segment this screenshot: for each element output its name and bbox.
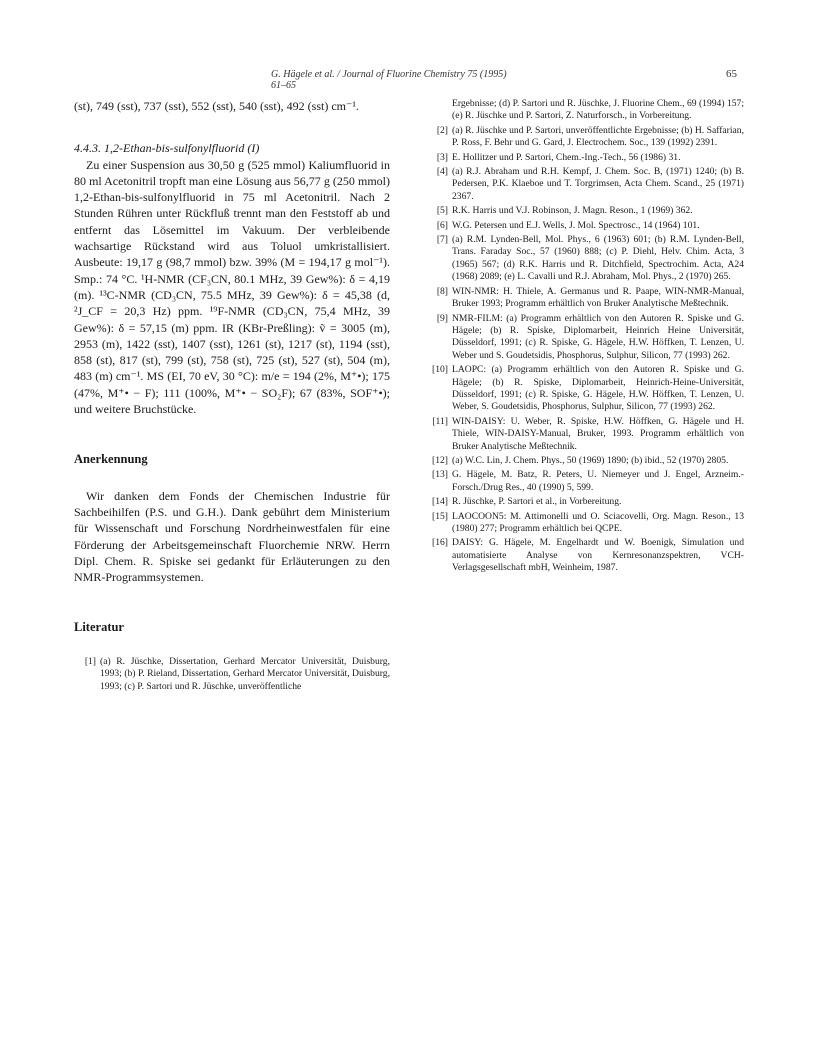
reference-item [74,656,390,693]
reference-item [426,496,744,508]
reference-text: W.G. Petersen und E.J. Wells, J. Mol. Spectrosc., 14 (1964) 101. [452,219,700,231]
reference-text: LAOCOON5: M. Attimonelli und O. Sciacovelli, Org. Magn. Reson., 13 (1980) 277; Programm erhältlich bei QCPE. [452,510,744,534]
synthesis-paragraph: Zu einer Suspension aus 30,50 g (525 mmol) Kaliumfluorid in 80 ml Acetonitril tropft man eine Lösung aus 56,77 g (250 mmol) 1,2-Ethan-bis-sulfonylfluorid in 75 ml Acetonitril. Nach 2 Stunden Rühren unter Rückfluß trennt man den Feststoff ab und entfernt das Lösemittel im Vakuum. Der verbleibende wachsartige Rückstand wird aus Toluol umkristallisiert. Ausbeute: 19,17 g (98,7 mmol) bzw. 39% (M = 194,17 g mol⁻¹). Smp.: 74 °C. ¹H-NMR (CF₃CN, 80.1 MHz, 39 Gew%): δ = 4,19 (m). ¹³C-NMR (CD₃CN, 75.5 MHz, 39 Gew%): δ = 45,38 (d, ²J_CF = 20,3 Hz) ppm. ¹⁹F-NMR (CD₃CN, 75,4 MHz, 39 Gew%): δ = 57,15 (m) ppm. IR (KBr-Preßling): ṽ = 3005 (m), 2953 (m), 1422 (sst), 1407 (sst), 1261 (st), 1217 (st), 1194 (sst), 858 (st), 817 (st), 799 (st), 758 (st), 725 (st), 527 (st), 504 (m), 483 (m) cm⁻¹. MS (EI, 70 eV, 30 °C): m/e = 194 (2%, M⁺•); 175 (47%, M⁺• − F); 111 (100%, M⁺• − SO₂F); 67 (83%, SOF⁺•); und weitere Bruchstücke. [74,157,390,417]
reference-number: [7] [436,234,448,246]
reference-number: [4] [436,166,448,178]
reference-text: G. Hägele, M. Batz, R. Peters, U. Niemeyer und J. Engel, Arzneim.-Forsch./Drug Res., 40 (1990) 5, 599. [452,469,744,493]
reference-text: WIN-DAISY: U. Weber, R. Spiske, H.W. Höffken, G. Hägele und H. Thiele, WIN-DAISY-Manual, Bruker, 1993. Programm erhältlich von Bruker Analytische Meßtechnik. [452,415,744,452]
reference-item [426,220,744,232]
reference-text: R.K. Harris und V.J. Robinson, J. Magn. Reson., 1 (1969) 362. [452,205,693,217]
right-column-reference-list [426,98,744,577]
reference-item [426,537,744,574]
reference-item [426,313,744,363]
subsection-title: 4.4.3. 1,2-Ethan-bis-sulfonylfluorid (I) [74,141,260,156]
left-column [74,98,390,693]
reference-text: LAOPC: (a) Programm erhältlich von den Autoren R. Spiske und G. Hägele; (b) R. Spiske, Diplomarbeit, Heinrich-Heine-Universität, Düsseldorf, 1991; (c) R. Spiske, G. Hägele, H.W. Höffken, T. Lenzen, U. Weber, S. Goudetsidis, Phosphorus, Sulphur, Silicon, 77 (1993) 262. [452,364,744,413]
reference-text: E. Hollitzer und P. Sartori, Chem.-Ing.-Tech., 56 (1986) 31. [452,151,681,163]
reference-number: [8] [436,285,448,297]
reference-text: NMR-FILM: (a) Programm erhältlich von den Autoren R. Spiske und G. Hägele; (b) R. Spiske, Diplomarbeit, Heinrich Heine Universität, Düsseldorf, 1991; (c) R. Spiske, G. Hägele, H.W. Höffken, T. Lenzen, U. Weber und S. Goudetsidis, Phosphorus, Sulphur, Silicon, 77 (1993) 262. [452,312,744,361]
reference-number: [6] [436,219,448,231]
acknowledgement-heading: Anerkennung [74,452,148,467]
reference-number: [14] [432,496,448,508]
reference-text: (a) R.J. Abraham und R.H. Kempf, J. Chem. Soc. B, (1971) 1240; (b) B. Pedersen, P.K. Klaeboe und T. Torgrimsen, Acta Chem. Scand., 25 (1971) 2367. [452,166,744,202]
ir-data-tail: (st), 749 (sst), 737 (sst), 552 (sst), 540 (sst), 492 (sst) cm⁻¹. [74,99,359,113]
reference-number: [2] [436,124,448,136]
reference-item [426,125,744,150]
running-title: G. Hägele et al. / Journal of Fluorine Chemistry 75 (1995) 61–65 [271,69,507,91]
reference-text: (a) R. Jüschke, Dissertation, Gerhard Mercator Universität, Duisburg, 1993; (b) P. Rieland, Dissertation, Gerhard Mercator Universität, Duisburg, 1993; (c) P. Sartori und R. Jüschke, unveröffentliche [100,655,390,692]
reference-number: [1] [84,655,96,667]
reference-item [426,152,744,164]
reference-text: WIN-NMR: H. Thiele, A. Germanus und R. Paape, WIN-NMR-Manual, Bruker 1993; Programm erhältlich von Bruker Analytische Meßtechnik. [452,285,744,310]
reference-text: (a) R. Jüschke und P. Sartori, unveröffentlichte Ergebnisse; (b) H. Saffarian, P. Ross, F. Behr und G. Gard, J. Electrochem. Soc., 139 (1992) 2391. [452,124,744,149]
acknowledgement-text: Wir danken dem Fonds der Chemischen Industrie für Sachbeihilfen (P.S. und G.H.). Dank gebührt dem Ministerium für Wissenschaft und Forschung Nordrheinwestfalen für eine Förderung der Arbeitsgemeinschaft Fluorchemie NRW. Herrn Dipl. Chem. R. Spiske sei gedankt für Erläuterungen zu den NMR-Programmsystemen. [74,488,390,585]
reference-number: [3] [436,151,448,163]
reference-item [426,205,744,217]
literature-heading: Literatur [74,620,124,635]
reference-number: [13] [432,469,448,481]
reference-text: R. Jüschke, P. Sartori et al., in Vorbereitung. [452,496,622,508]
reference-item [426,234,744,284]
reference-item [426,416,744,453]
reference-item [426,98,744,123]
reference-text: (a) W.C. Lin, J. Chem. Phys., 50 (1969) 1890; (b) ibid., 52 (1970) 2805. [452,454,729,466]
reference-item [426,166,744,203]
page-number: 65 [726,68,737,80]
reference-number: [16] [432,537,448,549]
reference-text: DAISY: G. Hägele, M. Engelhardt und W. Boenigk, Simulation und automatisierte Analyse von Kernresonanzspektren, VCH-Verlagsgesellschaft mbH, Weinheim, 1987. [452,537,744,574]
reference-number: [10] [432,364,448,376]
reference-number: [12] [432,454,448,466]
reference-item [426,364,744,414]
reference-item [426,455,744,467]
reference-text: (a) R.M. Lynden-Bell, Mol. Phys., 6 (1963) 601; (b) R.M. Lynden-Bell, Trans. Faraday Soc., 57 (1960) 888; (c) P. Diehl, Helv. Chim. Acta, 3 (1965) 567; (d) R.K. Harris und R. Ditchfield, Spectrochim. Acta, A24 (1968) 2089; (e) L. Cavalli und R.J. Abraham, Mol. Phys., 2 (1970) 265. [452,234,744,283]
reference-item [426,469,744,494]
reference-number: [9] [436,312,448,324]
reference-text: Ergebnisse; (d) P. Sartori und R. Jüschke, J. Fluorine Chem., 69 (1994) 157; (e) R. Jüschke und P. Sartori, Z. Naturforsch., in Vorbereitung. [452,98,744,122]
reference-number: [11] [432,415,448,427]
reference-item [426,286,744,311]
reference-number: [5] [436,205,448,217]
reference-item [426,511,744,536]
reference-number: [15] [432,510,448,522]
left-reference-list [74,656,390,693]
